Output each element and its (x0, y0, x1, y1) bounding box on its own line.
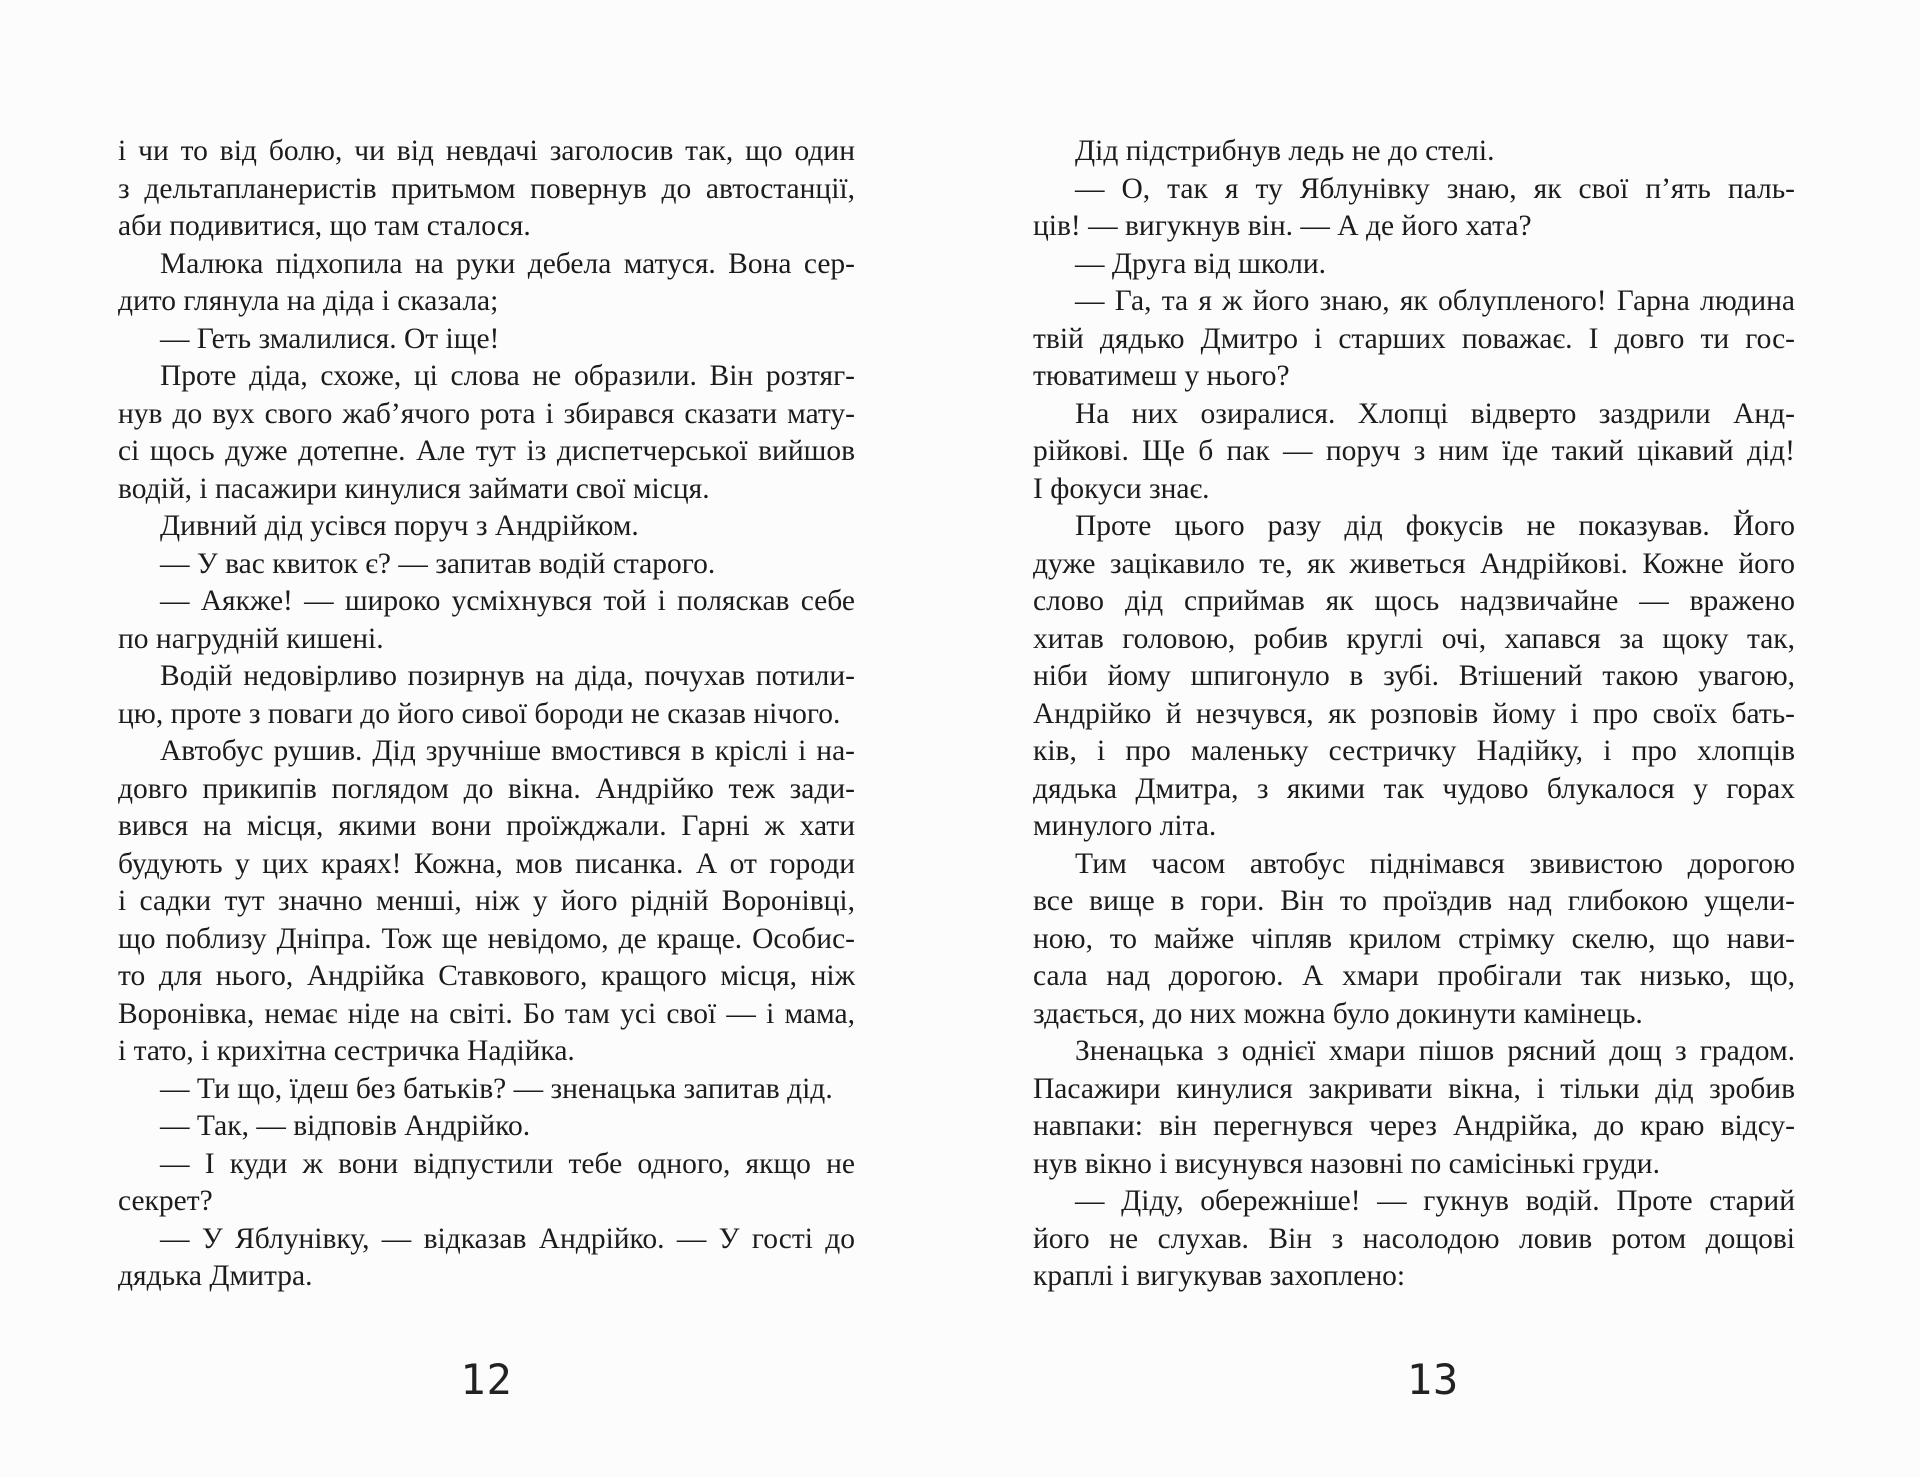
text-line: Проте цього разу дід фокусів не показував. Його (1075, 510, 1795, 542)
text-line: по нагрудній кишені. (118, 622, 384, 655)
book-page-right (1033, 133, 1795, 1477)
text-line: тюватимеш у нього? (1033, 360, 1290, 392)
text-line: нув вікно і висунувся назовні по самісінькі груди. (1033, 1147, 1660, 1180)
text-line: Малюка підхопила на руки дебела матуся. Вона сер- (160, 247, 855, 280)
text-line: нув до вух свого жаб’ячого рота і збирався сказати мату- (118, 397, 855, 430)
text-line: дядька Дмитра. (118, 1260, 313, 1292)
text-line: дуже зацікавило те, як живеться Андрійкові. Кожне його (1033, 547, 1795, 580)
text-line: — Ти що, їдеш без батьків? — зненацька запитав дід. (160, 1072, 833, 1105)
text-line: Проте діда, схоже, ці слова не образили. Він розтяг- (160, 360, 855, 392)
text-line: ків, і про маленьку сестричку Надійку, і про хлопців (1033, 735, 1795, 767)
text-line: — У вас квиток є? — запитав водій старого. (160, 547, 716, 580)
text-line: то для нього, Андрійка Ставкового, кращого місця, ніж (118, 960, 855, 992)
text-line: краплі і вигукував захоплено: (1033, 1260, 1406, 1292)
text-line: минулого літа. (1033, 810, 1217, 842)
text-line: з дельтапланеристів притьмом повернув до автостанції, (118, 172, 855, 205)
text-line: Дивний дід усівся поруч з Андрійком. (160, 510, 639, 542)
text-line: Автобус рушив. Дід зручніше вмостився в кріслі і на- (160, 735, 855, 767)
page-right-number: 13 (1406, 1355, 1460, 1404)
text-line: Пасажири кинулися закривати вікна, і тільки дід зробив (1033, 1072, 1795, 1105)
text-line: ною, то майже чіпляв крилом стрімку скелю, що нави- (1033, 922, 1795, 955)
text-line: його не слухав. Він з насолодою ловив ротом дощові (1033, 1222, 1795, 1255)
text-line: все вище в гори. Він то проїздив над глибокою ущели- (1033, 885, 1795, 917)
text-line: дядька Дмитра, з якими так чудово блукалося у горах (1033, 772, 1795, 805)
text-line: На них озиралися. Хлопці відверто заздрили Анд- (1075, 397, 1795, 430)
text-line: і садки тут значно менші, ніж у його рідній Воронівці, (118, 885, 855, 917)
text-line: — О, так я ту Яблунівку знаю, як свої п’ять паль- (1075, 172, 1795, 205)
text-line: І фокуси знає. (1033, 472, 1210, 505)
text-line: Андрійко й незчувся, як розповів йому і про своїх бать- (1033, 697, 1795, 730)
text-line: — І куди ж вони відпустили тебе одного, якщо не (160, 1147, 855, 1180)
text-line: Зненацька з однієї хмари пішов рясний дощ з градом. (1075, 1035, 1795, 1067)
page-left-number: 12 (460, 1355, 513, 1404)
text-line: слово дід сприймав як щось надзвичайне — вражено (1033, 585, 1795, 617)
text-line: — Друга від школи. (1075, 247, 1326, 280)
text-line: будують у цих краях! Кожна, мов писанка. А от городи (118, 847, 855, 880)
text-line: і тато, і крихітна сестричка Надійка. (118, 1035, 575, 1067)
text-line: ніби йому шпигонуло в зубі. Втішений такою увагою, (1033, 660, 1795, 692)
book-page-left (118, 133, 855, 1477)
text-line: ців! — вигукнув він. — А де його хата? (1033, 210, 1532, 242)
text-line: що поблизу Дніпра. Тож ще невідомо, де краще. Особис- (118, 922, 855, 955)
text-line: цю, проте з поваги до його сивої бороди не сказав нічого. (118, 697, 841, 730)
text-line: — Діду, обережніше! — гукнув водій. Проте старий (1075, 1185, 1795, 1217)
text-line: навпаки: він перегнувся через Андрійка, до краю відсу- (1033, 1110, 1795, 1142)
text-line: твій дядько Дмитро і старших поважає. І довго ти гос- (1033, 322, 1795, 355)
text-line: сала над дорогою. А хмари пробігали так низько, що, (1033, 960, 1795, 992)
text-line: дито глянула на діда і сказала; (118, 285, 499, 317)
text-line: і чи то від болю, чи від невдачі заголосив так, що один (118, 135, 855, 167)
text-line: — Геть змалилися. От іще! (160, 322, 500, 355)
text-line: хитав головою, робив круглі очі, хапався за щоку так, (1033, 622, 1795, 655)
page-right-text-column (1033, 133, 1795, 1296)
text-line: сі щось дуже дотепне. Але тут із диспетчерської вийшов (118, 435, 855, 467)
text-line: Воронівка, немає ніде на світі. Бо там усі свої — і мама, (118, 997, 855, 1030)
text-line: — Так, — відповів Андрійко. (160, 1110, 531, 1142)
text-line: Водій недовірливо позирнув на діда, почухав потили- (160, 660, 855, 692)
text-line: водій, і пасажири кинулися займати свої місця. (118, 472, 710, 505)
text-line: Тим часом автобус піднімався звивистою дорогою (1075, 847, 1795, 880)
text-line: довго прикипів поглядом до вікна. Андрійко теж зади- (118, 772, 855, 805)
text-line: — Га, та я ж його знаю, як облупленого! Гарна людина (1075, 285, 1795, 317)
text-line: — У Яблунівку, — відказав Андрійко. — У гості до (160, 1222, 855, 1255)
text-line: аби подивитися, що там сталося. (118, 210, 531, 242)
text-line: секрет? (118, 1185, 213, 1217)
text-line: Дід підстрибнув ледь не до стелі. (1075, 135, 1495, 167)
text-line: — Аякже! — широко усміхнувся той і поляскав себе (160, 585, 855, 617)
text-line: рійкові. Ще б пак — поруч з ним їде такий цікавий дід! (1033, 435, 1795, 467)
text-line: здається, до них можна було докинути камінець. (1033, 997, 1643, 1030)
page-left-text-column (118, 133, 855, 1296)
text-line: вився на місця, якими вони проїжджали. Гарні ж хати (118, 810, 855, 842)
